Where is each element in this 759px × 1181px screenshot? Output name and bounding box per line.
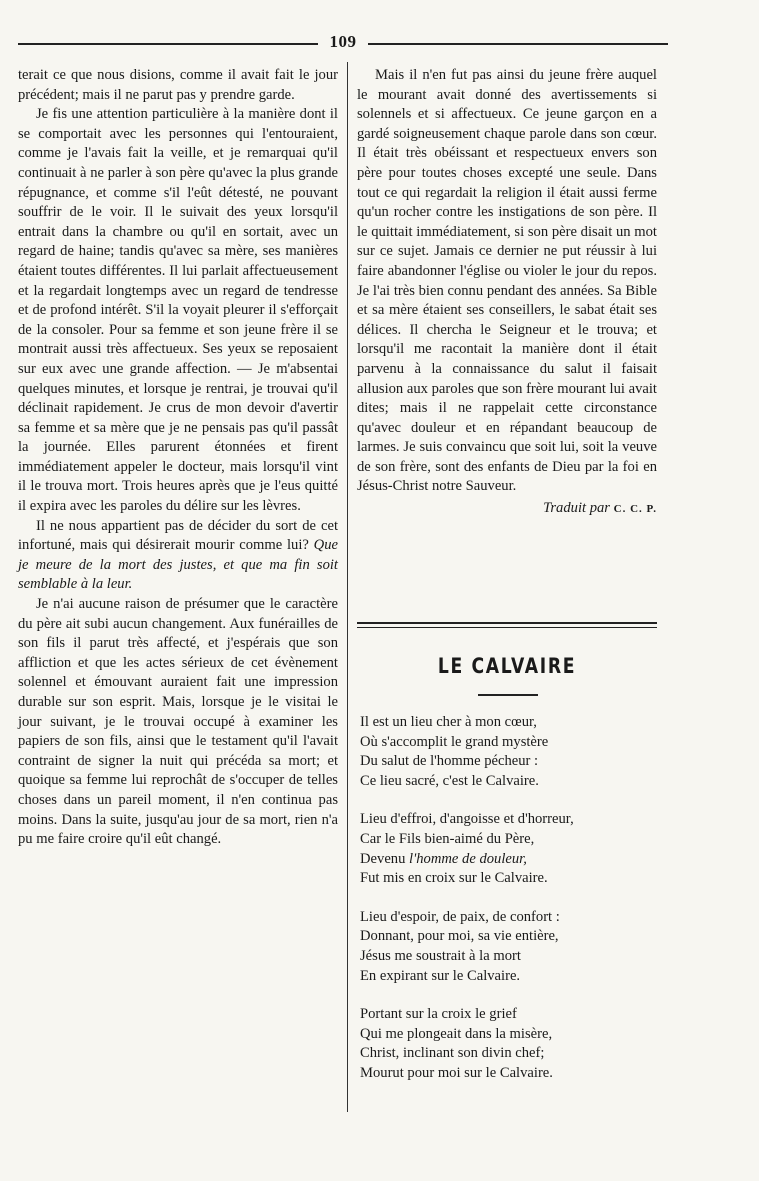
poem-title: LE CALVAIRE bbox=[437, 654, 577, 678]
signature-prefix: Traduit par bbox=[543, 500, 610, 517]
poem-stanza bbox=[360, 810, 660, 888]
title-dash bbox=[478, 694, 538, 696]
paragraph bbox=[18, 517, 338, 595]
poem-line: Qui me plongeait dans la misère, bbox=[360, 1025, 553, 1042]
poem-stanza bbox=[360, 713, 660, 791]
page-number: 109 bbox=[329, 32, 357, 51]
column-divider bbox=[347, 62, 348, 1112]
page-header bbox=[18, 32, 668, 56]
poem-stanza bbox=[360, 1005, 660, 1083]
paragraph-text: Il ne nous appartient pas de décider du sort de cet infortuné, mais qui désirerait mourir comme lui? bbox=[18, 517, 338, 554]
signature bbox=[357, 499, 657, 520]
poem-line: Mourut pour moi sur le Calvaire. bbox=[360, 1064, 553, 1081]
section-rule-thin bbox=[357, 627, 657, 628]
poem-line: Portant sur la croix le grief bbox=[360, 1006, 517, 1023]
poem-line: Du salut de l'homme pécheur : bbox=[360, 753, 539, 770]
left-column bbox=[18, 66, 338, 850]
paragraph: Je fis une attention particulière à la manière dont il se comportait avec les personnes qui l'entouraient, comme je l'avais fait la veille, et je remarquai qu'il continuait à ne parler à son père qu'avec la plus grande répugnance, et comme s'il l'eût détesté, ne pouvant souffrir de le voir. Il le suivait des yeux lorsqu'il entrait dans la chambre ou qu'il en sortait, avec un regard de haine; tandis qu'avec sa mère, ses manières étaient toutes différentes. Il lui parlait affectueusement et la regardait longtemps avec un regard de tendresse et de profond intérêt. S'il la voyait pleurer il s'efforçait de la consoler. Pour sa femme et son jeune frère il se montrait aussi très affectueux. Ses yeux se reposaient sur eux avec une grande affection. — Je m'absentai quelques minutes, et lorsque je rentrai, je trouvai qu'il déclinait rapidement. Je crus de mon devoir d'avertir sa femme et sa mère que je ne pensais pas qu'il passât la journée. Elles parurent étonnées et firent immédiatement appeler le docteur, mais lorsqu'il vint il le trouva mort. Trois heures après que je l'eus quitté il expira avec les paroles du délire sur les lèvres. bbox=[18, 106, 338, 515]
poem-line: Lieu d'effroi, d'angoisse et d'horreur, bbox=[360, 811, 574, 828]
poem-line: Donnant, pour moi, sa vie entière, bbox=[360, 928, 559, 945]
italic-quote: Que je meure de la mort des justes, et que ma fin soit semblable à la leur. bbox=[18, 537, 338, 593]
poem bbox=[360, 713, 660, 1103]
poem-line: Christ, inclinant son divin chef; bbox=[360, 1045, 545, 1062]
poem-line-italic: l'homme de douleur, bbox=[409, 850, 527, 867]
poem-line: Il est un lieu cher à mon cœur, bbox=[360, 714, 537, 730]
section-rule bbox=[357, 622, 657, 624]
poem-line: Car le Fils bien-aimé du Père, bbox=[360, 830, 535, 847]
poem-line: En expirant sur le Calvaire. bbox=[360, 967, 521, 984]
poem-line: Ce lieu sacré, c'est le Calvaire. bbox=[360, 772, 539, 789]
right-column bbox=[357, 66, 657, 520]
poem-line: Fut mis en croix sur le Calvaire. bbox=[360, 870, 548, 887]
header-rule-left bbox=[18, 43, 318, 45]
header-rule-right bbox=[368, 43, 668, 45]
paragraph: Mais il n'en fut pas ainsi du jeune frère auquel le mourant avait donné des avertissements si solennels et si affectueux. Ce jeune garçon en a gardé soigneusement chaque parole dans son cœur. Il était très obéissant et respectueux envers son père pour toutes choses excepté une seule. Dans tout ce qui regardait la religion il était aussi ferme qu'un rocher contre les instigations de son père. Il le quittait immédiatement, si son père disait un mot sur ce sujet. Jamais ce dernier ne put réussir à lui faire abandonner l'église ou violer le jour du repos. Je l'ai très bien connu pendant des années. Sa Bible et sa mère étaient ses conseillers, le sabat était ses délices. Il chercha le Seigneur et le trouva; et lorsqu'il me racontait la manière dont il était parvenu à la connaissance du salut il faisait allusion aux paroles que son frère mourant lui avait dites; mais il ne rappelait cette circonstance qu'avec douleur et en répandant beaucoup de larmes. Je suis convaincu que soit lui, soit la veuve de son frère, sont des enfants de Dieu par la foi en Jésus-Christ notre Sauveur. bbox=[357, 67, 657, 495]
paragraph: terait ce que nous disions, comme il avait fait le jour précédent; mais il ne parut pas y prendre garde. bbox=[18, 67, 338, 103]
poem-line bbox=[360, 850, 660, 870]
signature-initials: C. C. P. bbox=[613, 503, 657, 516]
poem-line-text: Devenu bbox=[360, 850, 410, 867]
poem-line: Lieu d'espoir, de paix, de confort : bbox=[360, 908, 560, 925]
poem-line: Où s'accomplit le grand mystère bbox=[360, 733, 549, 750]
paragraph: Je n'ai aucune raison de présumer que le caractère du père ait subi aucun changement. Aux funérailles de son fils il parut très affecté, et j'espérais que son affliction et que les actes sérieux de cet évènement solennel et émouvant auraient fait une impression durable sur son esprit. Mais, lorsque je le visitai le jour suivant, je le trouvai occupé à examiner les papiers de son fils, ainsi que le testament qu'il l'avait contraint de signer la nuit qui précéda sa mort; et quoique sa femme lui reprochât de s'occuper de telles choses dans un pareil moment, il n'en continua pas moins. Dans la suite, jusqu'au jour de sa mort, rien n'a pu me faire croire qu'il eût changé. bbox=[18, 596, 338, 848]
poem-line: Jésus me soustrait à la mort bbox=[360, 947, 521, 964]
poem-stanza bbox=[360, 908, 660, 986]
